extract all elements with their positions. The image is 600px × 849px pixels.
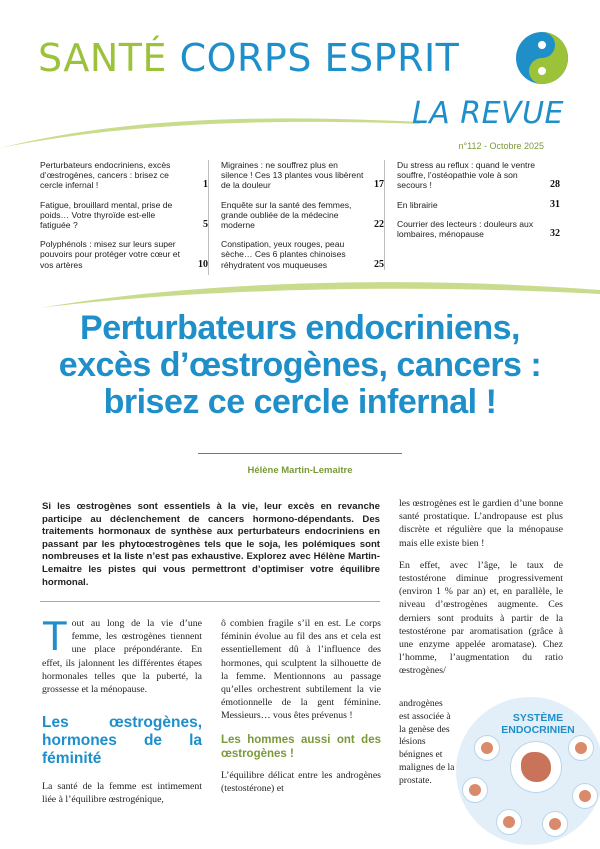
toc-item-page: 5 — [203, 219, 208, 231]
toc-item[interactable] — [397, 219, 560, 239]
article-column-1 — [42, 612, 202, 807]
title-corps-esprit: CORPS ESPRIT — [179, 36, 460, 80]
toc-item[interactable] — [40, 200, 208, 231]
diagram-title — [490, 712, 586, 736]
toc-item[interactable] — [40, 160, 208, 191]
toc-item-title: Constipation, yeux rouges, peau sèche… Ces 6 plantes chinoises réhydratent vos muqueuses — [221, 239, 346, 270]
issue-number: n°112 - Octobre 2025 — [458, 141, 544, 151]
toc-item-title: Enquête sur la santé des femmes, grande oubliée de la médecine moderne — [221, 199, 352, 231]
lungs-icon — [568, 735, 594, 761]
decorative-swoosh — [0, 272, 600, 312]
toc-column-1 — [40, 160, 208, 279]
article-column-3 — [399, 497, 563, 687]
toc-item-title: Perturbateurs endocriniens, excès d’œstrogènes, cancers : brisez ce cercle infernal ! — [40, 160, 171, 191]
toc-item[interactable] — [221, 160, 384, 191]
toc-item[interactable] — [221, 200, 384, 231]
paragraph-continued: androgènes est associée à la genèse des lésions bénignes et malignes de la prostate. — [399, 698, 455, 786]
toc-item-page: 31 — [550, 198, 560, 210]
paragraph-text: out au long de la vie d’une femme, les œstrogènes tiennent une place prépondérante. En effet, ils jalonnent les différentes étapes hormonales telles que la puberté, la grossesse et la ménopause. — [42, 618, 202, 696]
toc-item-title: Courrier des lecteurs : douleurs aux lombaires, ménopause — [397, 218, 534, 240]
toc-item[interactable] — [397, 200, 560, 210]
toc-item-page: 22 — [374, 219, 384, 231]
toc-item[interactable] — [40, 239, 208, 270]
toc-item-page: 32 — [550, 228, 560, 240]
pancreas-icon — [462, 777, 488, 803]
article-headline — [20, 310, 580, 421]
title-sante: SANTÉ — [38, 36, 167, 80]
toc-item-page: 28 — [550, 179, 560, 191]
magazine-title — [38, 36, 459, 80]
toc-item-title: Fatigue, brouillard mental, prise de poids… Votre thyroïde est-elle fatiguée ? — [40, 199, 173, 231]
section-heading: Les œstrogènes, hormones de la féminité — [42, 714, 202, 768]
article-lead: Si les œstrogènes sont essentiels à la vie, leur excès en revanche participe au déclenchement de cancers hormono-dépendants. Des traitements hormonaux de synthèse aux perturbateurs endocriniens en passant par les phytoœstrogènes tels que le soja, les polémiques sont nombreuses et la liste n’est pas exhaustive. Explorez avec Hélène Martin-Lemaitre les pistes qui vous permettront d’optimiser votre équilibre hormonal. — [42, 501, 380, 588]
toc-column-2 — [208, 160, 384, 275]
endocrine-system-diagram — [448, 695, 598, 849]
article-column-2 — [221, 617, 381, 795]
kidneys-icon — [572, 783, 598, 809]
byline-divider — [198, 453, 402, 454]
paragraph: La santé de la femme est intimement liée à l’équilibre œstrogénique, — [42, 781, 202, 806]
adrenal-icon — [542, 811, 568, 837]
toc-column-3 — [384, 160, 560, 270]
toc-item-title: Du stress au reflux : quand le ventre souffre, l’ostéopathie vole à son secours ! — [397, 160, 536, 191]
paragraph: les œstrogènes est le gardien d’une bonne santé prostatique. L’andropause est plus discrète et régulière que la ménopause mais elle existe bien ! — [399, 498, 563, 549]
subtitle-la-revue: LA REVUE — [411, 96, 564, 131]
diagram-title-line: SYSTÈME — [512, 712, 564, 724]
headline-line: Perturbateurs endocriniens, — [80, 309, 520, 347]
toc-item-page: 1 — [203, 179, 208, 191]
uterus-icon — [496, 809, 522, 835]
paragraph: L’équilibre délicat entre les androgènes (testostérone) et — [221, 769, 381, 794]
sub-heading: Les hommes aussi ont des œstrogènes ! — [221, 733, 381, 760]
yin-yang-leaf-icon — [514, 30, 570, 86]
masthead — [0, 0, 600, 150]
headline-line: brisez ce cercle infernal ! — [103, 383, 497, 421]
drop-cap: T — [42, 612, 68, 659]
toc-item-page: 10 — [198, 258, 208, 270]
toc-item[interactable] — [221, 239, 384, 270]
headline-line: excès d’œstrogènes, cancers : — [58, 346, 542, 384]
paragraph — [42, 612, 202, 696]
toc-item[interactable] — [397, 160, 560, 191]
diagram-title-line: ENDOCRINIEN — [501, 724, 575, 736]
paragraph: ô combien fragile s’il en est. Le corps féminin évolue au fil des ans et cela est essentiellement dû à l’influence des hormones, qui sculptent la silhouette de la femme. Mentionnons au passage qu’elles orchestrent subtilement la vie émotionnelle de la gent féminine. Messieurs… vous êtes prévenus ! — [221, 618, 381, 722]
toc-item-title: En librairie — [397, 199, 438, 210]
author-byline: Hélène Martin-Lemaitre — [247, 465, 353, 476]
lead-divider — [40, 601, 380, 602]
paragraph: En effet, avec l’âge, le taux de testostérone diminue progressivement (environ 1 % par an) et, en parallèle, le niveau d’œstrogènes augmente. Ces derniers sont produits à partir de la testostérone par aromatisation (grâce à une enzyme appelée aromatase). Chez l’homme, l’augmentation du ratio œstrogènes/ — [399, 559, 563, 677]
toc-item-page: 17 — [374, 179, 384, 191]
toc-item-title: Polyphénols : misez sur leurs super pouvoirs pour protéger votre cœur et vos artères — [40, 239, 180, 270]
toc-item-page: 25 — [374, 258, 384, 270]
toc-item-title: Migraines : ne souffrez plus en silence ! Ces 13 plantes vous libèrent de la douleur — [221, 160, 364, 191]
thyroid-icon — [474, 735, 500, 761]
digestive-organs-icon — [510, 741, 562, 793]
table-of-contents — [40, 160, 560, 280]
